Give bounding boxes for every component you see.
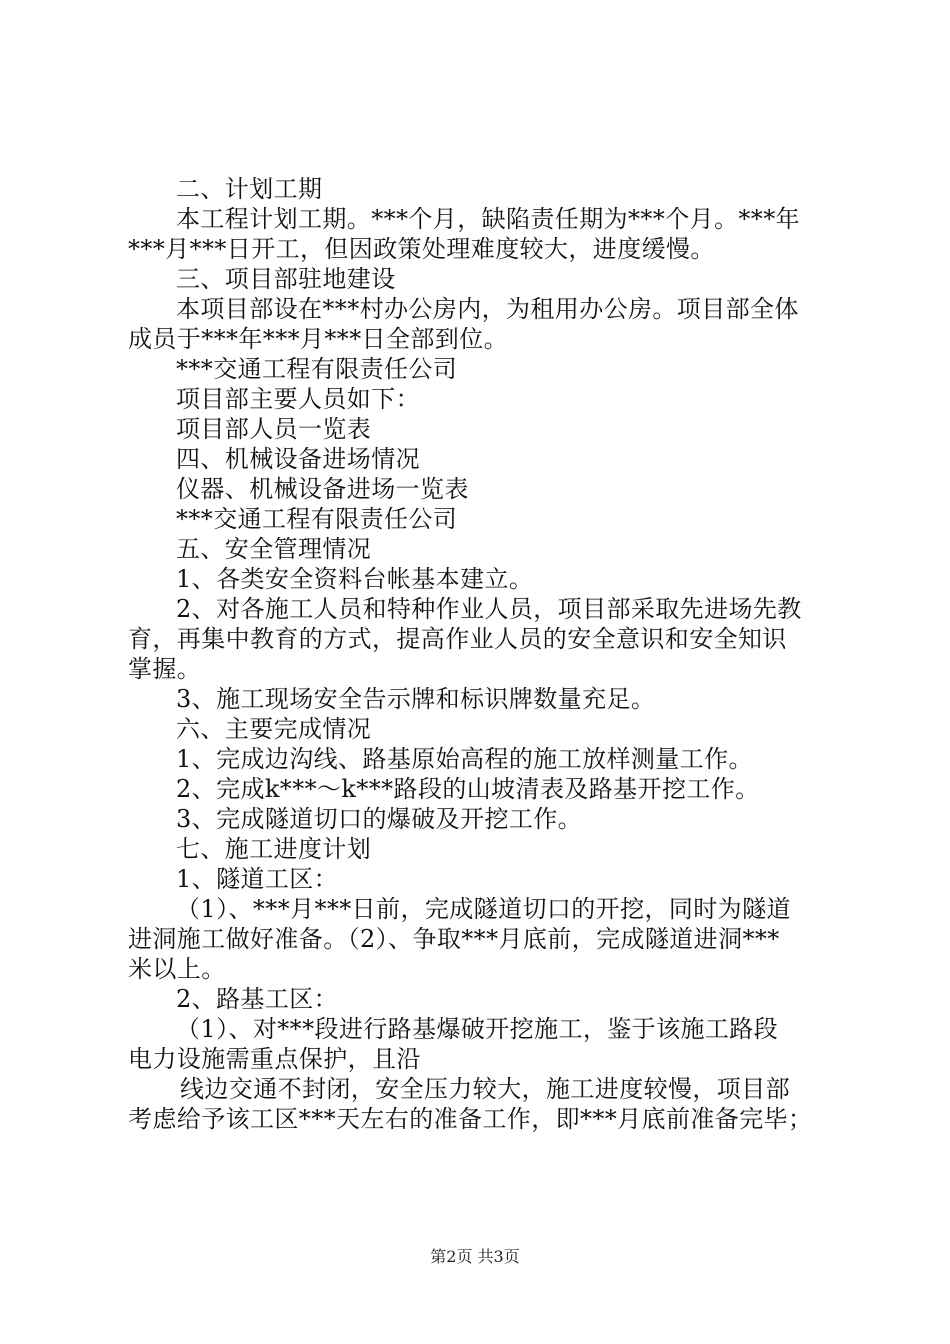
section-heading: 六、主要完成情况 [176,715,372,743]
list-item: 1、完成边沟线、路基原始高程的施工放样测量工作。 [176,745,753,773]
paragraph-line: 考虑给予该工区***天左右的准备工作，即***月底前准备完毕； [128,1105,813,1133]
paragraph-line: （1）、对***段进行路基爆破开挖施工，鉴于该施工路段 [176,1015,779,1043]
paragraph-line: 本工程计划工期。***个月，缺陷责任期为***个月。***年 [176,205,800,233]
paragraph-line: 本项目部设在***村办公房内，为租用办公房。项目部全体 [176,295,799,323]
list-item: 2、完成k***～k***路段的山坡清表及路基开挖工作。 [176,775,760,803]
table-caption: 项目部人员一览表 [176,415,372,443]
company-name: ***交通工程有限责任公司 [176,505,458,533]
paragraph-line: 育，再集中教育的方式，提高作业人员的安全意识和安全知识 [128,625,787,653]
list-item: 1、隧道工区： [176,865,339,893]
list-item: 3、施工现场安全告示牌和标识牌数量充足。 [176,685,656,713]
paragraph-line: ***月***日开工，但因政策处理难度较大，进度缓慢。 [128,235,715,263]
paragraph-line: 线边交通不封闭，安全压力较大，施工进度较慢，项目部 [180,1075,790,1103]
company-name: ***交通工程有限责任公司 [176,355,458,383]
list-item: 1、各类安全资料台帐基本建立。 [176,565,534,593]
paragraph-line: （1）、***月***日前，完成隧道切口的开挖，同时为隧道 [176,895,791,923]
section-heading: 四、机械设备进场情况 [176,445,420,473]
list-item: 2、对各施工人员和特种作业人员，项目部采取先进场先教 [176,595,802,623]
section-heading: 五、安全管理情况 [176,535,372,563]
paragraph-line: 米以上。 [128,955,226,983]
paragraph-line: 成员于***年***月***日全部到位。 [128,325,508,353]
section-heading: 七、施工进度计划 [176,835,372,863]
document-body [128,174,838,1134]
list-item: 2、路基工区： [176,985,339,1013]
list-item: 3、完成隧道切口的爆破及开挖工作。 [176,805,583,833]
section-heading: 三、项目部驻地建设 [176,265,396,293]
paragraph-line: 掌握。 [128,655,202,683]
paragraph-line: 电力设施需重点保护，且沿 [128,1045,421,1073]
table-caption: 仪器、机械设备进场一览表 [176,475,469,503]
section-heading: 二、计划工期 [176,175,323,203]
paragraph-line: 项目部主要人员如下： [176,385,420,413]
page-footer: 第2页 共3页 [430,1247,520,1266]
paragraph-line: 进洞施工做好准备。（2）、争取***月底前，完成隧道进洞*** [128,925,780,953]
